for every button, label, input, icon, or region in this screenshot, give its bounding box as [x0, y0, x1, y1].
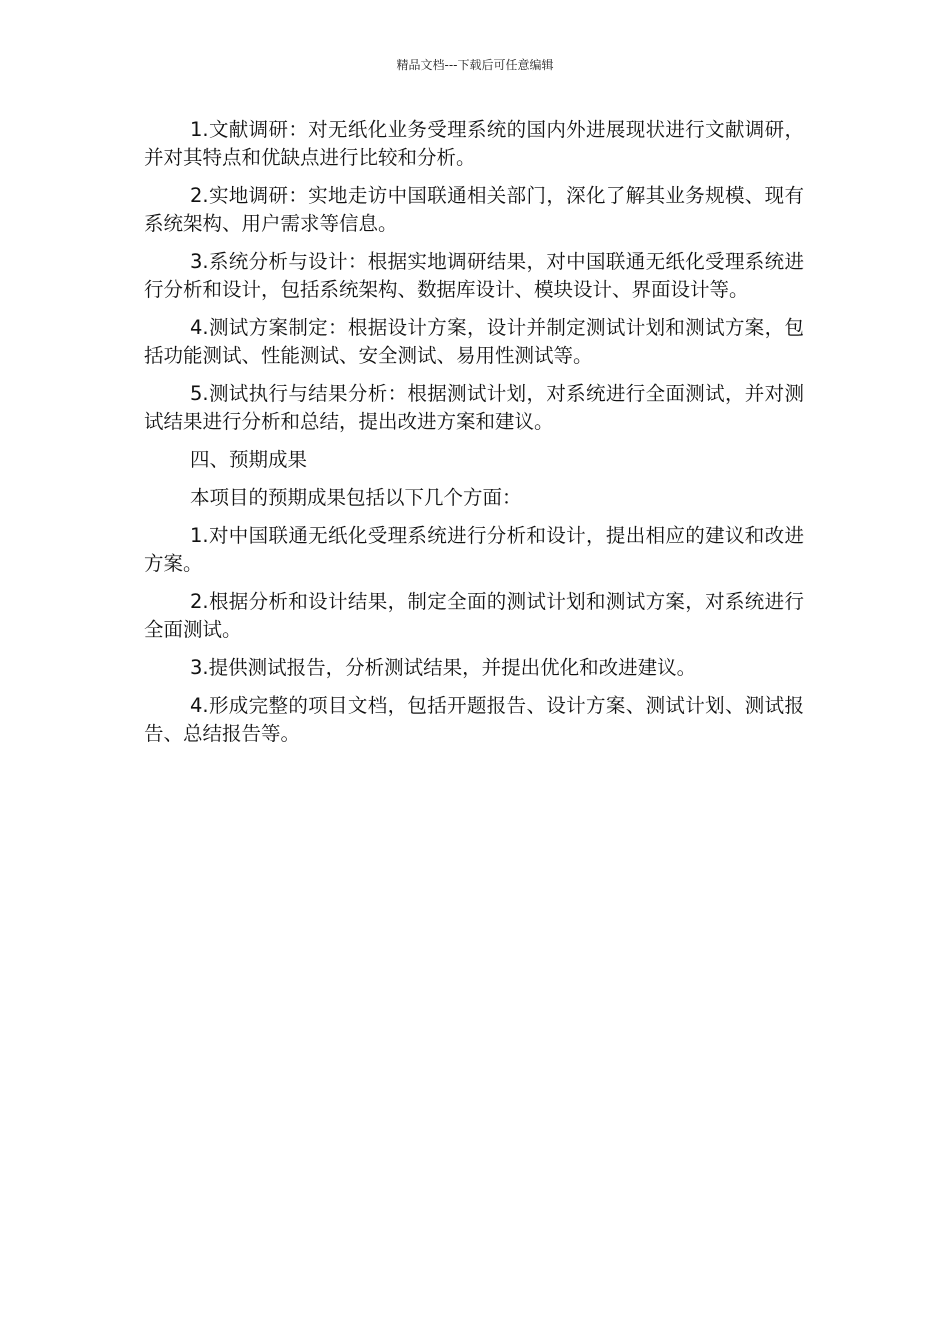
paragraph-expected-1: 1.对中国联通无纸化受理系统进行分析和设计，提出相应的建议和改进方案。	[144, 524, 804, 575]
paragraph-expected-4: 4.形成完整的项目文档，包括开题报告、设计方案、测试计划、测试报告、总结报告等。	[144, 694, 804, 745]
section-heading-expected-results: 四、预期成果	[190, 448, 308, 471]
page-header: 精品文档---下载后可任意编辑	[396, 58, 554, 72]
paragraph-method-system-design: 3.系统分析与设计：根据实地调研结果，对中国联通无纸化受理系统进行分析和设计，包括系统架构、数据库设计、模块设计、界面设计等。	[144, 250, 804, 301]
paragraph-method-test-plan: 4.测试方案制定：根据设计方案，设计并制定测试计划和测试方案，包括功能测试、性能测试、安全测试、易用性测试等。	[144, 316, 804, 367]
paragraph-expected-2: 2.根据分析和设计结果，制定全面的测试计划和测试方案，对系统进行全面测试。	[144, 590, 804, 641]
document-body	[144, 116, 804, 758]
paragraph-method-field-research: 2.实地调研：实地走访中国联通相关部门，深化了解其业务规模、现有系统架构、用户需求等信息。	[144, 184, 804, 235]
paragraph-method-literature: 1.文献调研：对无纸化业务受理系统的国内外进展现状进行文献调研，并对其特点和优缺点进行比较和分析。	[144, 118, 804, 169]
paragraph-expected-intro: 本项目的预期成果包括以下几个方面：	[190, 486, 522, 509]
paragraph-method-test-execution: 5.测试执行与结果分析：根据测试计划，对系统进行全面测试，并对测试结果进行分析和总结，提出改进方案和建议。	[144, 382, 804, 433]
paragraph-expected-3: 3.提供测试报告，分析测试结果，并提出优化和改进建议。	[190, 656, 697, 679]
